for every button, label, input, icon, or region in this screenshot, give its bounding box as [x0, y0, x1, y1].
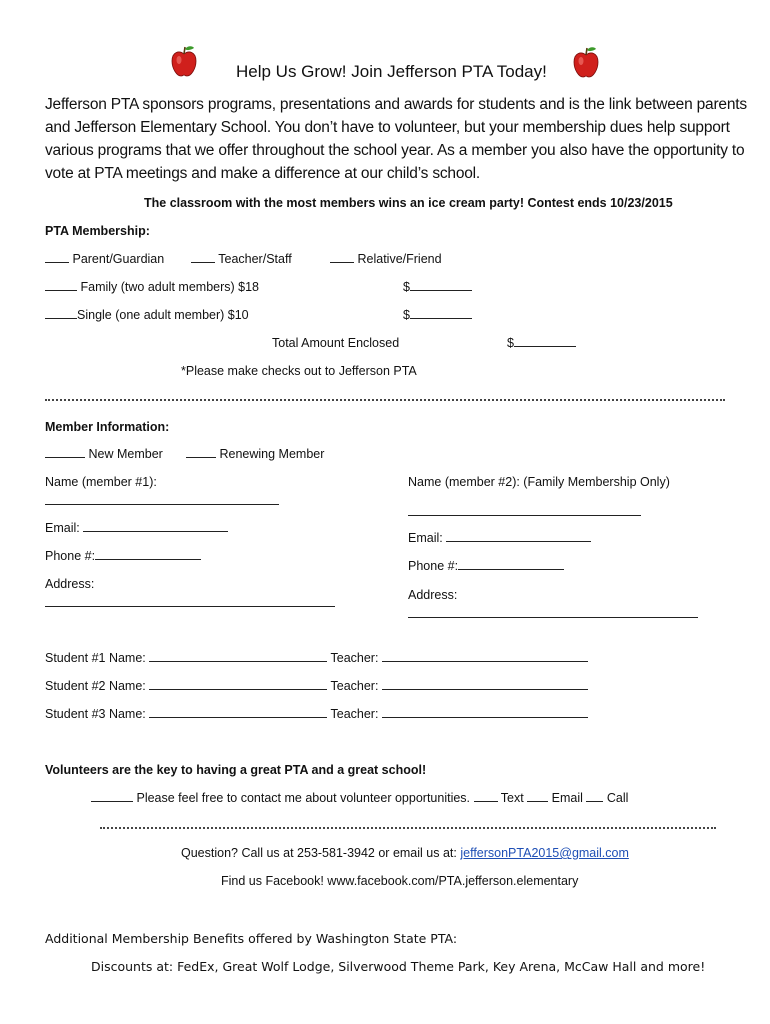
phone-blank[interactable] [458, 569, 564, 570]
question-text: Question? Call us at 253-581-3942 or email us at: [181, 846, 457, 860]
checkbox-blank[interactable] [330, 262, 354, 263]
renewing-member-option[interactable] [186, 447, 324, 461]
single-amount-field[interactable] [403, 308, 472, 322]
student-row [45, 679, 588, 693]
section-divider [100, 827, 716, 829]
total-label: Total Amount Enclosed [272, 336, 400, 350]
phone-label: Phone #: [408, 559, 459, 573]
amount-blank[interactable] [514, 346, 576, 347]
address2-label: Address: [408, 588, 458, 602]
student-name-field[interactable] [149, 661, 327, 662]
family-label: Family (two adult members) $18 [80, 280, 260, 294]
total-amount-field[interactable] [507, 336, 576, 350]
membership-heading: PTA Membership: [45, 224, 150, 238]
type-teacher-option[interactable] [191, 252, 292, 266]
facebook-line: Find us Facebook! www.facebook.com/PTA.jefferson.elementary [221, 874, 579, 888]
teacher-label: Teacher: [330, 707, 379, 721]
checkbox-blank[interactable] [45, 290, 77, 291]
name2-field[interactable] [408, 515, 641, 516]
phone-blank[interactable] [95, 559, 201, 560]
checkbox-blank[interactable] [186, 457, 216, 458]
contact-line [181, 846, 629, 860]
checks-note: *Please make checks out to Jefferson PTA [181, 364, 417, 378]
checkbox-blank[interactable] [45, 457, 85, 458]
family-option[interactable] [45, 280, 259, 294]
type-label: Teacher/Staff [218, 252, 292, 266]
student-row [45, 707, 588, 721]
address1-label: Address: [45, 577, 95, 591]
name2-label: Name (member #2): (Family Membership Only) [408, 475, 670, 489]
volunteer-contact-label: Please feel free to contact me about volunteer opportunities. [136, 791, 471, 805]
page-title: Help Us Grow! Join Jefferson PTA Today! [236, 62, 547, 81]
student-label: Student #2 Name: [45, 679, 146, 693]
currency-symbol: $ [403, 308, 410, 322]
address2-field[interactable] [408, 617, 698, 618]
email-link[interactable]: jeffersonPTA2015@gmail.com [460, 846, 629, 860]
type-relative-option[interactable] [330, 252, 442, 266]
teacher-name-field[interactable] [382, 717, 588, 718]
student-name-field[interactable] [149, 689, 327, 690]
amount-blank[interactable] [410, 290, 472, 291]
phone-label: Phone #: [45, 549, 96, 563]
checkbox-blank[interactable] [586, 801, 603, 802]
phone2-field[interactable] [408, 559, 564, 573]
teacher-label: Teacher: [330, 651, 379, 665]
checkbox-blank[interactable] [527, 801, 548, 802]
apple-icon [572, 46, 600, 78]
checkbox-blank[interactable] [191, 262, 215, 263]
intro-line: various programs that we offer throughout the school year. As a member you also have the opportunity to [45, 142, 745, 159]
intro-line: vote at PTA meetings and make a difference at our child’s school. [45, 165, 481, 182]
student-label: Student #3 Name: [45, 707, 146, 721]
teacher-name-field[interactable] [382, 689, 588, 690]
apple-icon [170, 45, 198, 77]
phone1-field[interactable] [45, 549, 201, 563]
single-label: Single (one adult member) $10 [77, 308, 249, 322]
amount-blank[interactable] [410, 318, 472, 319]
member-info-heading: Member Information: [45, 420, 170, 434]
volunteer-contact-row [91, 791, 628, 805]
currency-symbol: $ [403, 280, 410, 294]
teacher-label: Teacher: [330, 679, 379, 693]
checkbox-blank[interactable] [45, 262, 69, 263]
call-option-label: Call [606, 791, 629, 805]
currency-symbol: $ [507, 336, 514, 350]
volunteers-heading: Volunteers are the key to having a great PTA and a great school! [45, 763, 427, 777]
family-amount-field[interactable] [403, 280, 472, 294]
address1-field[interactable] [45, 606, 335, 607]
teacher-name-field[interactable] [382, 661, 588, 662]
email-label: Email: [45, 521, 80, 535]
discounts-line: Discounts at: FedEx, Great Wolf Lodge, Silverwood Theme Park, Key Arena, McCaw Hall and more! [91, 959, 706, 974]
type-label: Relative/Friend [357, 252, 442, 266]
type-parent-option[interactable] [45, 252, 164, 266]
student-label: Student #1 Name: [45, 651, 146, 665]
text-option-label: Text [500, 791, 524, 805]
email-blank[interactable] [83, 531, 228, 532]
intro-line: and Jefferson Elementary School. You don’t have to volunteer, but your membership dues help support [45, 119, 730, 136]
name1-field[interactable] [45, 504, 279, 505]
student-name-field[interactable] [149, 717, 327, 718]
section-divider [45, 399, 725, 401]
email2-field[interactable] [408, 531, 591, 545]
checkbox-blank[interactable] [91, 801, 133, 802]
checkbox-blank[interactable] [45, 318, 77, 319]
student-row [45, 651, 588, 665]
intro-paragraph [45, 93, 747, 185]
renewing-member-label: Renewing Member [219, 447, 325, 461]
new-member-option[interactable] [45, 447, 163, 461]
checkbox-blank[interactable] [474, 801, 498, 802]
name1-label: Name (member #1): [45, 475, 157, 489]
email1-field[interactable] [45, 521, 228, 535]
email-option-label: Email [551, 791, 583, 805]
email-label: Email: [408, 531, 443, 545]
email-blank[interactable] [446, 541, 591, 542]
single-option[interactable] [45, 308, 249, 322]
new-member-label: New Member [88, 447, 163, 461]
intro-line: Jefferson PTA sponsors programs, presentations and awards for students and is the link between parents [45, 96, 747, 113]
contest-note: The classroom with the most members wins an ice cream party! Contest ends 10/23/2015 [144, 196, 673, 210]
benefits-heading: Additional Membership Benefits offered by Washington State PTA: [45, 931, 458, 946]
type-label: Parent/Guardian [72, 252, 165, 266]
